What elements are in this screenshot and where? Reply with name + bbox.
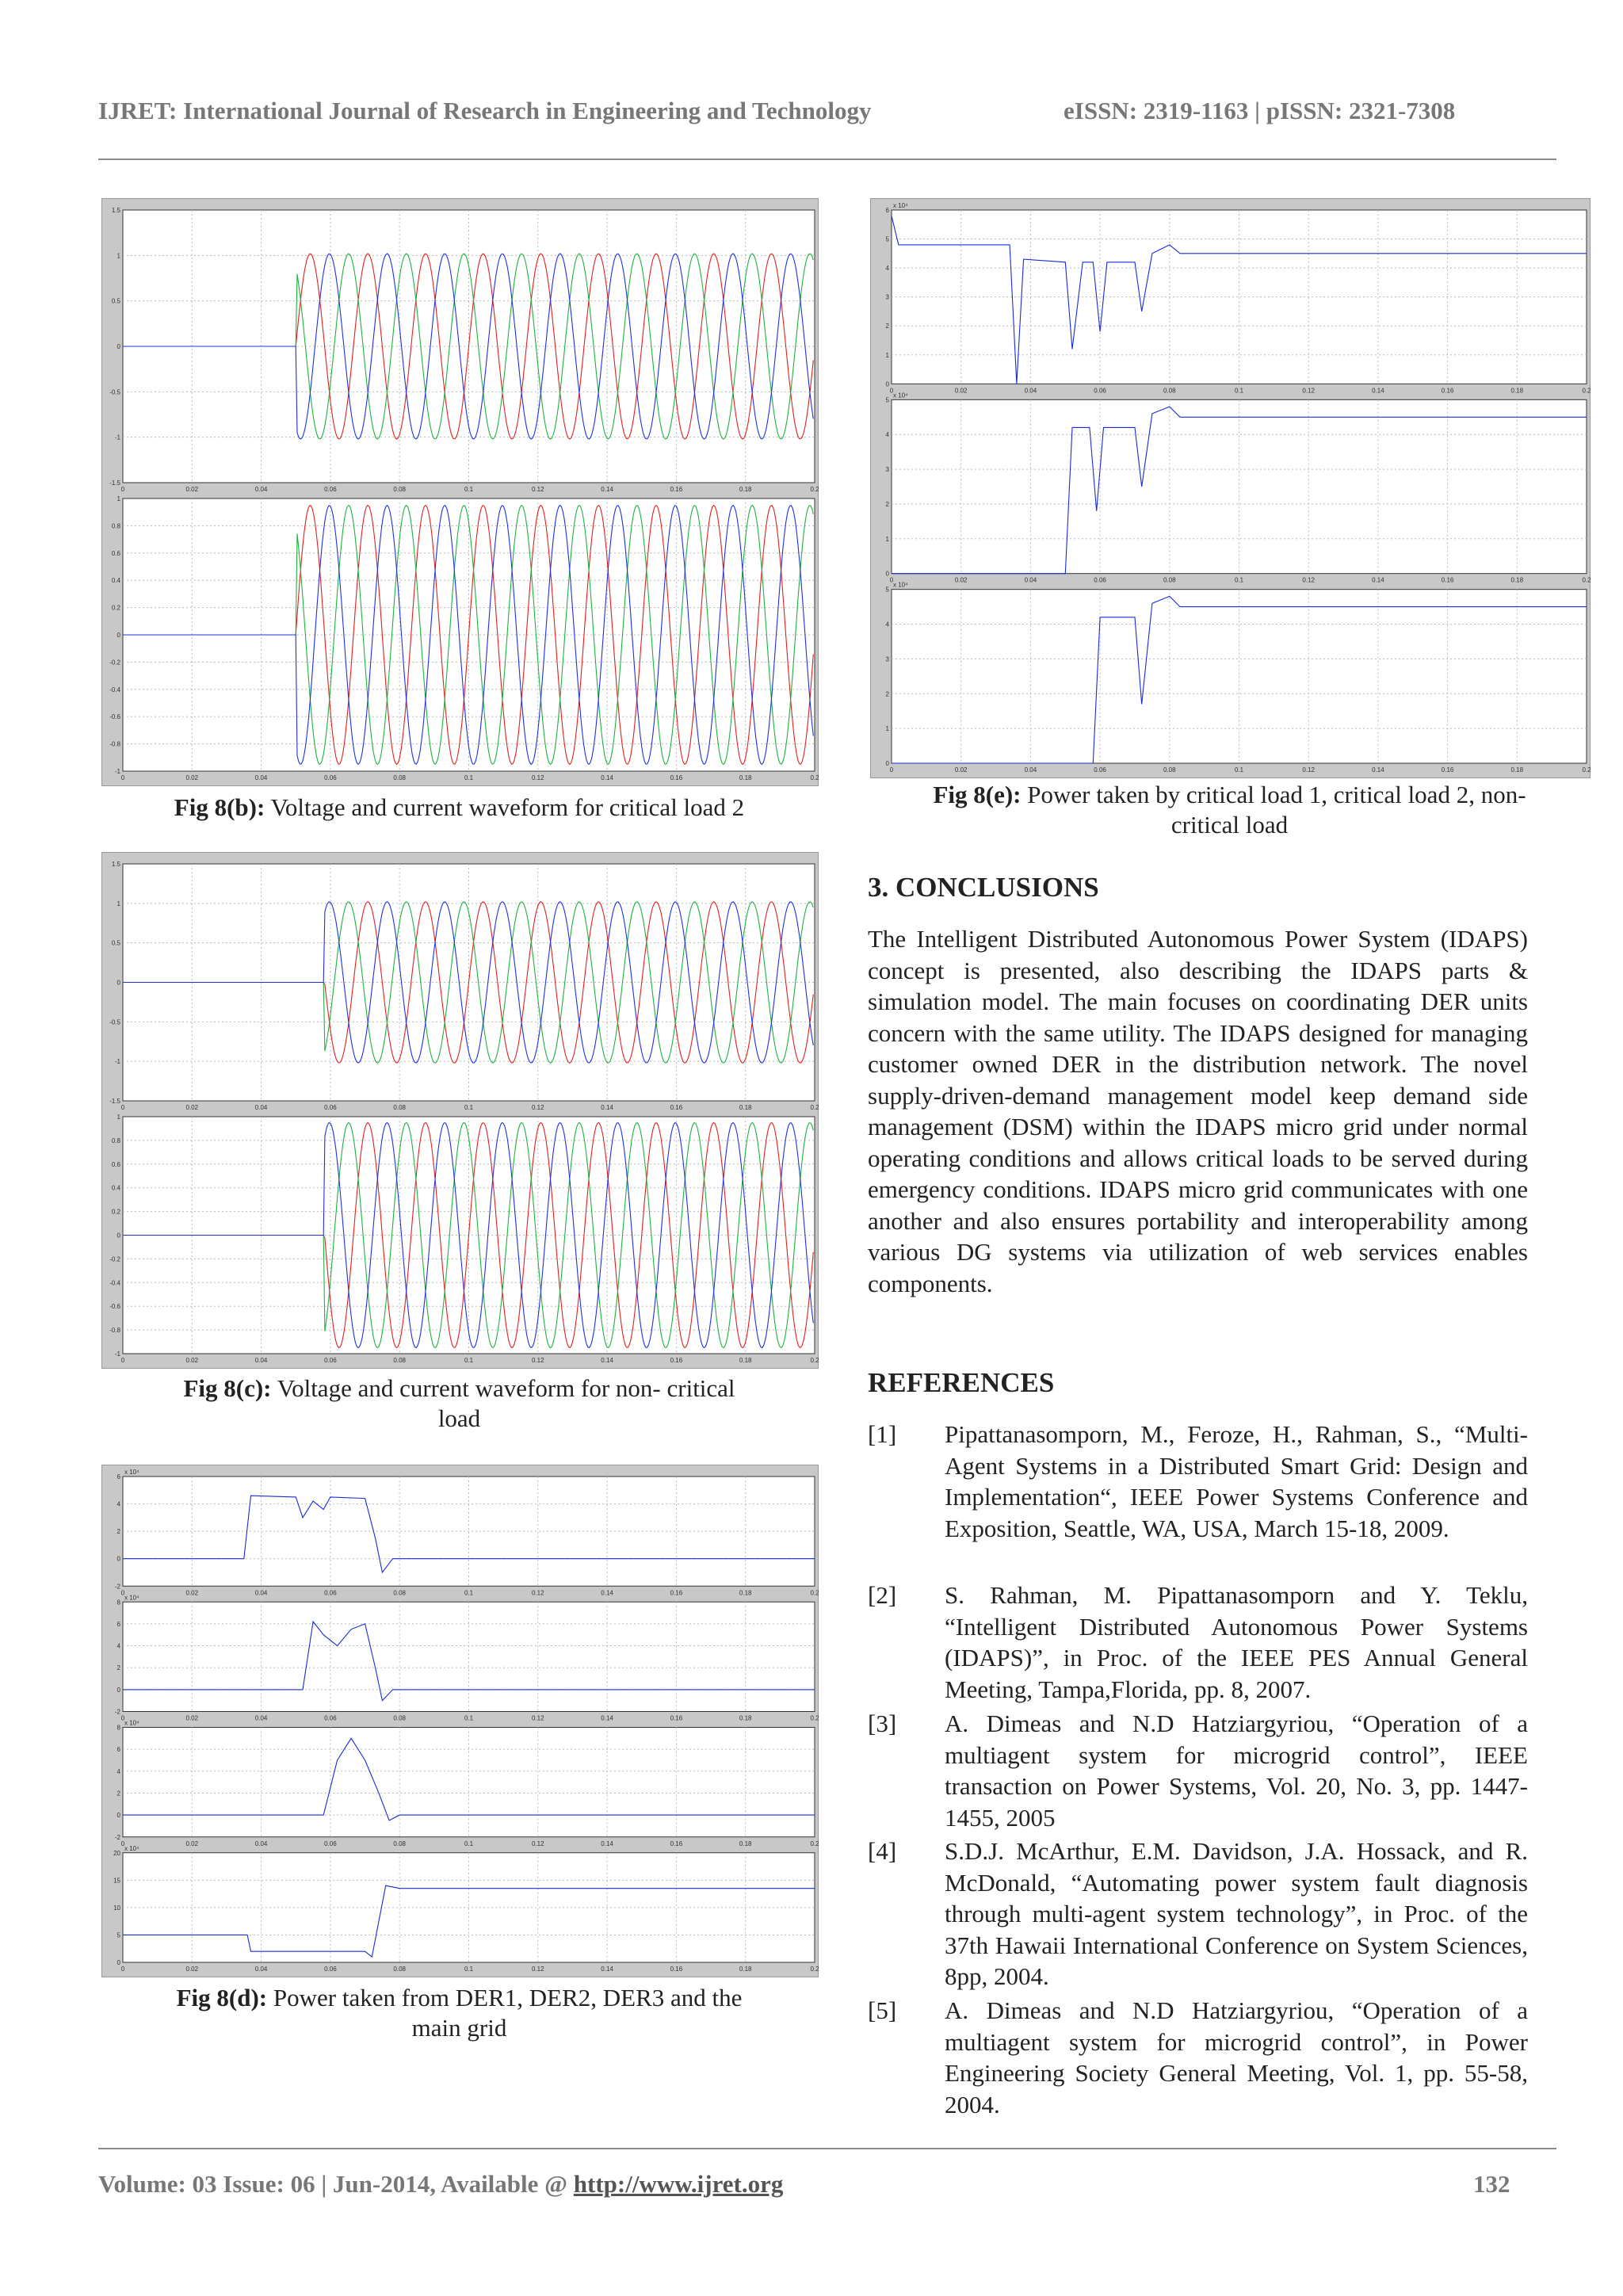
axis-exponent: x 10⁴ — [124, 1594, 139, 1602]
x-tick-label: 0.18 — [739, 1714, 752, 1722]
y-tick-label: -1.5 — [109, 1098, 120, 1105]
x-tick-label: 0.18 — [739, 486, 752, 493]
page-number: 132 — [1473, 2170, 1510, 2198]
x-tick-label: 0.14 — [1372, 387, 1384, 395]
plot-panel — [115, 1469, 819, 1596]
figure-8c — [101, 852, 819, 1369]
y-tick-label: -0.8 — [109, 1327, 120, 1335]
axis-exponent: x 10⁴ — [893, 202, 908, 209]
reference-3: [3] A. Dimeas and N.D Hatziargyriou, “Operation of a multiagent system for microgrid control”, IEEE transaction on Power Systems, Vol. 20, No. 3, pp. 1447-1455, 2005 — [868, 1710, 1528, 1832]
y-tick-label: 0 — [116, 1812, 120, 1820]
x-tick-label: 0.14 — [601, 1966, 613, 1973]
y-tick-label: 4 — [116, 1500, 120, 1508]
x-tick-label: 0 — [889, 576, 894, 584]
x-tick-label: 0.08 — [1163, 387, 1176, 395]
y-tick-label: 0.5 — [111, 939, 120, 947]
y-tick-label: 8 — [116, 1724, 120, 1732]
x-tick-label: 0 — [889, 387, 894, 395]
y-tick-label: 0.2 — [111, 604, 120, 612]
y-tick-label: 0.6 — [111, 549, 120, 557]
x-tick-label: 0.1 — [464, 1839, 474, 1847]
x-tick-label: 0.06 — [324, 1714, 337, 1722]
y-tick-label: -0.6 — [109, 1303, 120, 1311]
y-tick-label: 0.6 — [111, 1160, 120, 1168]
figure-8e — [870, 198, 1591, 778]
x-tick-label: 0.16 — [670, 1839, 683, 1847]
y-tick-label: 0 — [116, 1555, 120, 1563]
x-tick-label: 0.2 — [810, 1104, 819, 1111]
x-tick-label: 0.14 — [601, 1104, 613, 1111]
x-tick-label: 0.1 — [464, 1966, 474, 1973]
y-tick-label: 5 — [885, 396, 889, 404]
y-tick-label: 2 — [885, 690, 889, 698]
y-tick-label: 0 — [885, 570, 889, 578]
axis-exponent: x 10⁴ — [893, 392, 908, 399]
x-tick-label: 0.18 — [739, 1966, 752, 1973]
x-tick-label: 0.12 — [532, 1839, 544, 1847]
y-tick-label: -1.5 — [109, 479, 120, 487]
x-tick-label: 0.16 — [670, 1714, 683, 1722]
reference-4: [4] S.D.J. McArthur, E.M. Davidson, J.A. Hossack, and R. McDonald, “Automating power system fault diagnosis through multi-agent system technology”, in Proc. of the 37th Hawaii International Conference on System Sciences, 8pp, 2004. — [868, 1837, 1528, 1990]
x-tick-label: 0.16 — [1441, 576, 1454, 584]
simulation-plot — [102, 853, 818, 1368]
x-tick-label: 0.02 — [954, 766, 968, 774]
axis-exponent: x 10⁴ — [893, 581, 908, 589]
y-tick-label: -2 — [114, 1833, 120, 1841]
y-tick-label: -1 — [114, 434, 120, 441]
x-tick-label: 0.1 — [464, 1714, 474, 1722]
x-tick-label: 0.2 — [1582, 766, 1591, 774]
y-tick-label: 1.5 — [111, 861, 120, 868]
y-tick-label: 1 — [885, 351, 889, 359]
x-tick-label: 0.04 — [254, 1104, 268, 1111]
x-tick-label: 0 — [120, 1714, 125, 1722]
x-tick-label: 0.12 — [532, 1714, 544, 1722]
x-tick-label: 0.12 — [532, 1966, 544, 1973]
x-tick-label: 0.14 — [601, 1589, 613, 1597]
y-tick-label: 1 — [885, 535, 889, 543]
y-tick-label: -0.8 — [109, 740, 120, 748]
simulation-plot — [102, 199, 818, 785]
x-tick-label: 0.18 — [739, 1839, 752, 1847]
x-tick-label: 0.14 — [601, 1714, 613, 1722]
x-tick-label: 0 — [120, 774, 125, 781]
x-tick-label: 0.02 — [185, 1714, 199, 1722]
x-tick-label: 0.18 — [1510, 576, 1524, 584]
x-tick-label: 0.06 — [324, 1966, 337, 1973]
volume-info: Volume: 03 Issue: 06 | Jun-2014, Available @ — [98, 2170, 574, 2198]
y-tick-label: 4 — [116, 1767, 120, 1775]
x-tick-label: 0 — [120, 1357, 125, 1364]
y-tick-label: 0.4 — [111, 1184, 120, 1192]
x-tick-label: 0.18 — [739, 774, 752, 781]
x-tick-label: 0.02 — [185, 486, 199, 493]
y-tick-label: 0.5 — [111, 297, 120, 305]
x-tick-label: 0 — [120, 1589, 125, 1597]
x-tick-label: 0.18 — [1510, 766, 1524, 774]
x-tick-label: 0.02 — [185, 1839, 199, 1847]
plot-panel — [109, 861, 819, 1111]
y-tick-label: -2 — [114, 1708, 120, 1716]
x-tick-label: 0.18 — [739, 1104, 752, 1111]
plot-panel — [109, 1114, 819, 1364]
x-tick-label: 0.12 — [532, 1104, 544, 1111]
x-tick-label: 0.16 — [670, 774, 683, 781]
x-tick-label: 0.04 — [254, 1589, 268, 1597]
y-tick-label: 1 — [116, 900, 120, 907]
y-tick-label: 4 — [885, 431, 889, 439]
x-tick-label: 0.2 — [810, 486, 819, 493]
y-tick-label: 1 — [116, 495, 120, 502]
x-tick-label: 0.16 — [670, 1357, 683, 1364]
y-tick-label: 4 — [885, 621, 889, 628]
y-tick-label: 2 — [885, 323, 889, 330]
conclusions-text: The Intelligent Distributed Autonomous Power System (IDAPS) concept is presented, also describing the IDAPS parts & simulation model. The main focuses on coordinating DER units concern with the same utility. The IDAPS designed for managing customer owned DER in the distribution network. The novel supply-driven-demand management model keep demand side management (DSM) within the IDAPS micro grid under normal operating conditions and allows critical loads to be served during emergency conditions. IDAPS micro grid communicates with one another and also ensures portability and interoperability among various DG systems via utilization of web services enables components. — [868, 925, 1528, 1297]
x-tick-label: 0.2 — [1582, 387, 1591, 395]
x-tick-label: 0.2 — [810, 1589, 819, 1597]
y-tick-label: 0.2 — [111, 1208, 120, 1216]
x-tick-label: 0.06 — [324, 1589, 337, 1597]
x-tick-label: 0 — [120, 1839, 125, 1847]
x-tick-label: 0.08 — [1163, 576, 1176, 584]
y-tick-label: 6 — [116, 1620, 120, 1628]
x-tick-label: 0.12 — [532, 1589, 544, 1597]
y-tick-label: 5 — [116, 1931, 120, 1939]
y-tick-label: 1 — [116, 1114, 120, 1121]
plot-panel — [115, 1594, 819, 1721]
x-tick-label: 0.14 — [601, 486, 613, 493]
issn: eISSN: 2319-1163 | pISSN: 2321-7308 — [1064, 97, 1456, 124]
y-tick-label: -0.6 — [109, 713, 120, 721]
y-tick-label: -0.2 — [109, 659, 120, 667]
y-tick-label: 0 — [885, 380, 889, 388]
x-tick-label: 0.08 — [393, 1966, 406, 1973]
x-tick-label: 0.14 — [1372, 576, 1384, 584]
y-tick-label: 1 — [116, 252, 120, 260]
y-tick-label: -0.4 — [109, 686, 120, 693]
x-tick-label: 0.08 — [393, 1839, 406, 1847]
x-tick-label: 0.14 — [601, 1357, 613, 1364]
y-tick-label: -1 — [114, 1058, 120, 1066]
x-tick-label: 0.04 — [254, 1714, 268, 1722]
footer-rule — [98, 2148, 1556, 2149]
x-tick-label: 0.06 — [324, 774, 337, 781]
y-tick-label: 4 — [885, 265, 889, 273]
simulation-plot — [871, 199, 1590, 777]
x-tick-label: 0.04 — [254, 486, 268, 493]
x-tick-label: 0.04 — [254, 774, 268, 781]
y-tick-label: 6 — [116, 1746, 120, 1754]
y-tick-label: 1.5 — [111, 207, 120, 214]
x-tick-label: 0.02 — [185, 1589, 199, 1597]
x-tick-label: 0.04 — [1024, 576, 1037, 584]
x-tick-label: 0.14 — [601, 1839, 613, 1847]
axis-exponent: x 10⁴ — [124, 1844, 139, 1852]
journal-title: IJRET: International Journal of Research in Engineering and Technology — [98, 97, 872, 124]
y-tick-label: 8 — [116, 1599, 120, 1606]
x-tick-label: 0.2 — [810, 1966, 819, 1973]
y-tick-label: 0 — [116, 1686, 120, 1694]
x-tick-label: 0.1 — [464, 1357, 474, 1364]
references-heading: REFERENCES — [868, 1367, 1055, 1398]
x-tick-label: 0.2 — [810, 1714, 819, 1722]
x-tick-label: 0.1 — [1234, 387, 1244, 395]
header-rule — [98, 159, 1556, 160]
axis-exponent: x 10⁴ — [124, 1469, 139, 1476]
x-tick-label: 0.04 — [1024, 766, 1037, 774]
y-tick-label: 3 — [885, 655, 889, 663]
y-tick-label: 0 — [885, 760, 889, 767]
x-tick-label: 0.18 — [739, 1589, 752, 1597]
y-tick-label: 0.8 — [111, 522, 120, 530]
x-tick-label: 0.08 — [393, 486, 406, 493]
x-tick-label: 0.02 — [185, 1966, 199, 1973]
x-tick-label: 0.02 — [185, 774, 199, 781]
axis-exponent: x 10⁴ — [124, 1719, 139, 1727]
y-tick-label: 0 — [116, 979, 120, 987]
x-tick-label: 0.02 — [954, 387, 968, 395]
y-tick-label: 15 — [113, 1877, 120, 1885]
x-tick-label: 0.08 — [393, 1357, 406, 1364]
figure-8d — [101, 1465, 819, 1977]
y-tick-label: 2 — [885, 500, 889, 508]
x-tick-label: 0.12 — [1302, 576, 1315, 584]
x-tick-label: 0.2 — [810, 1839, 819, 1847]
x-tick-label: 0.16 — [670, 1104, 683, 1111]
x-tick-label: 0.06 — [1094, 387, 1106, 395]
reference-1: [1] Pipattanasomporn, M., Feroze, H., Rahman, S., “Multi-Agent Systems in a Distributed Smart Grid: Design and Implementation“, IEEE Power Systems Conference and Exposition, Seattle, WA, USA, March 15-18, 2009. — [868, 1420, 1528, 1542]
x-tick-label: 0.16 — [1441, 387, 1454, 395]
y-tick-label: 3 — [885, 293, 889, 301]
x-tick-label: 0.1 — [464, 774, 474, 781]
x-tick-label: 0.14 — [601, 774, 613, 781]
x-tick-label: 0.18 — [1510, 387, 1524, 395]
x-tick-label: 0.08 — [393, 1104, 406, 1111]
x-tick-label: 0.12 — [1302, 387, 1315, 395]
y-tick-label: 0.8 — [111, 1137, 120, 1144]
y-tick-label: 2 — [116, 1664, 120, 1672]
x-tick-label: 0.1 — [1234, 766, 1244, 774]
y-tick-label: -1 — [114, 1350, 120, 1358]
x-tick-label: 0.04 — [254, 1966, 268, 1973]
x-tick-label: 0.12 — [532, 1357, 544, 1364]
x-tick-label: 0.18 — [739, 1357, 752, 1364]
plot-panel — [113, 1845, 819, 1973]
x-tick-label: 0.08 — [1163, 766, 1176, 774]
journal-link[interactable]: http://www.ijret.org — [573, 2170, 784, 2198]
plot-panel — [109, 207, 819, 493]
x-tick-label: 0.1 — [464, 1104, 474, 1111]
x-tick-label: 0.04 — [1024, 387, 1037, 395]
x-tick-label: 0.02 — [185, 1104, 199, 1111]
y-tick-label: 4 — [116, 1642, 120, 1650]
x-tick-label: 0 — [120, 1966, 125, 1973]
y-tick-label: -1 — [114, 768, 120, 775]
y-tick-label: 5 — [885, 235, 889, 243]
y-tick-label: 0 — [116, 1959, 120, 1966]
x-tick-label: 0.02 — [954, 576, 968, 584]
reference-5: [5] A. Dimeas and N.D Hatziargyriou, “Operation of a multiagent system for microgrid control”, in Power Engineering Society General Meeting, Vol. 1, pp. 55-58, 2004. — [868, 1996, 1528, 2118]
x-tick-label: 0 — [120, 1104, 125, 1111]
y-tick-label: 1 — [885, 725, 889, 733]
x-tick-label: 0.16 — [670, 1589, 683, 1597]
x-tick-label: 0.14 — [1372, 766, 1384, 774]
x-tick-label: 0.06 — [324, 486, 337, 493]
x-tick-label: 0 — [120, 486, 125, 493]
caption-8c: Fig 8(c): Voltage and current waveform for non- critical load — [183, 1374, 735, 1432]
x-tick-label: 0.12 — [532, 774, 544, 781]
y-tick-label: 20 — [113, 1849, 120, 1857]
x-tick-label: 0.2 — [810, 774, 819, 781]
x-tick-label: 0.04 — [254, 1357, 268, 1364]
x-tick-label: 0.08 — [393, 774, 406, 781]
x-tick-label: 0.08 — [393, 1589, 406, 1597]
plot-panel — [886, 392, 1592, 583]
plot-panel — [109, 495, 819, 781]
x-tick-label: 0.12 — [1302, 766, 1315, 774]
x-tick-label: 0.16 — [1441, 766, 1454, 774]
x-tick-label: 0.16 — [670, 1966, 683, 1973]
x-tick-label: 0.04 — [254, 1839, 268, 1847]
plot-panel — [886, 202, 1592, 394]
x-tick-label: 0.16 — [670, 486, 683, 493]
x-tick-label: 0.06 — [324, 1839, 337, 1847]
plot-panel — [115, 1720, 819, 1847]
x-tick-label: 0.02 — [185, 1357, 199, 1364]
x-tick-label: 0.06 — [1094, 576, 1106, 584]
x-tick-label: 0.1 — [464, 1589, 474, 1597]
caption-8d: Fig 8(d): Power taken from DER1, DER2, DER3 and the main grid — [176, 1984, 743, 2042]
y-tick-label: 0 — [116, 632, 120, 639]
y-tick-label: 2 — [116, 1790, 120, 1797]
y-tick-label: 10 — [113, 1904, 120, 1912]
y-tick-label: -2 — [114, 1583, 120, 1591]
x-tick-label: 0.2 — [1582, 576, 1591, 584]
running-header — [98, 97, 1525, 125]
x-tick-label: 0.06 — [324, 1104, 337, 1111]
conclusions-heading: 3. CONCLUSIONS — [868, 872, 1099, 903]
reference-2: [2] S. Rahman, M. Pipattanasomporn and Y. Teklu, “Intelligent Distributed Autonomous Power Systems (IDAPS)”, in Proc. of the IEEE PES Annual General Meeting, Tampa,Florida, pp. 8, 2007. — [868, 1581, 1528, 1703]
y-tick-label: 2 — [116, 1528, 120, 1536]
caption-8e: Fig 8(e): Power taken by critical load 1, critical load 2, non- critical load — [933, 781, 1526, 839]
x-tick-label: 0.2 — [810, 1357, 819, 1364]
y-tick-label: -0.5 — [109, 388, 120, 396]
y-tick-label: 6 — [116, 1473, 120, 1480]
x-tick-label: 0.1 — [1234, 576, 1244, 584]
y-tick-label: 5 — [885, 586, 889, 594]
figure-8b — [101, 198, 819, 786]
x-tick-label: 0.06 — [324, 1357, 337, 1364]
x-tick-label: 0 — [889, 766, 894, 774]
y-tick-label: 3 — [885, 466, 889, 474]
y-tick-label: -0.5 — [109, 1018, 120, 1026]
simulation-plot — [102, 1465, 818, 1977]
y-tick-label: 0 — [116, 343, 120, 350]
y-tick-label: -0.2 — [109, 1255, 120, 1263]
page-footer — [98, 2170, 1525, 2199]
x-tick-label: 0.06 — [1094, 766, 1106, 774]
x-tick-label: 0.1 — [464, 486, 474, 493]
y-tick-label: -0.4 — [109, 1279, 120, 1287]
y-tick-label: 6 — [885, 207, 889, 214]
caption-8b: Fig 8(b): Voltage and current waveform for critical load 2 — [174, 793, 745, 821]
x-tick-label: 0.08 — [393, 1714, 406, 1722]
y-tick-label: 0.4 — [111, 577, 120, 585]
x-tick-label: 0.12 — [532, 486, 544, 493]
y-tick-label: 0 — [116, 1232, 120, 1240]
plot-panel — [886, 582, 1592, 774]
